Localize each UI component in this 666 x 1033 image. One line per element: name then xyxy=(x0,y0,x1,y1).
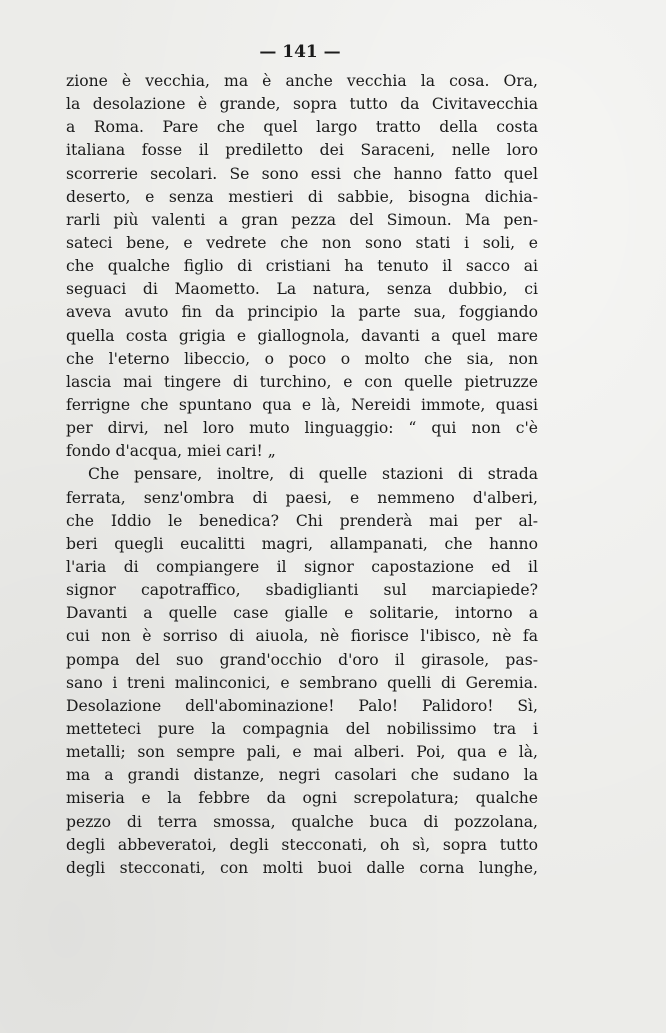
text-line: seguaci di Maometto. La natura, senza dubbio, ci xyxy=(66,280,538,299)
text-line: miseria e la febbre da ogni screpolatura; qualche xyxy=(66,789,538,808)
text-line: che qualche figlio di cristiani ha tenuto il sacco ai xyxy=(66,257,538,276)
text-line: che Iddio le benedica? Chi prenderà mai per al- xyxy=(66,511,538,530)
text-line: zione è vecchia, ma è anche vecchia la cosa. Ora, xyxy=(66,72,538,90)
text-line: ferrigne che spuntano qua e là, Nereidi immote, quasi xyxy=(66,395,538,414)
text-line: Desolazione dell'abominazione! Palo! Palidoro! Sì, xyxy=(66,696,538,715)
text-line: pompa del suo grand'occhio d'oro il girasole, pas- xyxy=(66,650,538,669)
text-line: cui non è sorriso di aiuola, nè fiorisce l'ibisco, nè fa xyxy=(66,627,538,646)
text-line: per dirvi, nel loro muto linguaggio: “ qui non c'è xyxy=(66,419,538,438)
text-line: metteteci pure la compagnia del nobilissimo tra i xyxy=(66,719,538,738)
text-line: sano i treni malinconici, e sembrano quelli di Geremia. xyxy=(66,673,538,692)
text-line: fondo d'acqua, miei cari! „ xyxy=(66,442,276,461)
page-number: — 141 — xyxy=(259,42,341,62)
text-line: sateci bene, e vedrete che non sono stati i soli, e xyxy=(66,233,538,252)
text-line: aveva avuto fin da principio la parte sua, foggiando xyxy=(66,303,538,322)
text-line: signor capotraffico, sbadiglianti sul marciapiede? xyxy=(66,581,538,600)
text-line: metalli; son sempre pali, e mai alberi. Poi, qua e là, xyxy=(66,743,538,762)
text-line: italiana fosse il prediletto dei Saraceni, nelle loro xyxy=(66,141,538,160)
text-line: a Roma. Pare che quel largo tratto della costa xyxy=(66,118,538,137)
text-line: degli abbeveratoi, degli stecconati, oh sì, sopra tutto xyxy=(66,835,538,854)
text-line: Davanti a quelle case gialle e solitarie, intorno a xyxy=(66,604,538,623)
text-line: la desolazione è grande, sopra tutto da Civitavecchia xyxy=(66,95,538,114)
text-line: ferrata, senz'ombra di paesi, e nemmeno d'alberi, xyxy=(66,488,538,507)
text-line: che l'eterno libeccio, o poco o molto che sia, non xyxy=(66,349,538,368)
text-line: rarli più valenti a gran pezza del Simoun. Ma pen- xyxy=(66,210,538,229)
text-line: lascia mai tingere di turchino, e con quelle pietruzze xyxy=(66,372,538,391)
text-line: deserto, e senza mestieri di sabbie, bisogna dichia- xyxy=(66,187,538,206)
text-line: scorrerie secolari. Se sono essi che hanno fatto quel xyxy=(66,164,538,183)
text-line: l'aria di compiangere il signor capostazione ed il xyxy=(66,557,538,576)
text-line: degli stecconati, con molti buoi dalle corna lunghe, xyxy=(66,858,538,877)
text-line: ma a grandi distanze, negri casolari che sudano la xyxy=(66,766,538,785)
paragraph-start-line: Che pensare, inoltre, di quelle stazioni di strada xyxy=(88,465,538,484)
text-line: beri quegli eucalitti magri, allampanati, che hanno xyxy=(66,534,538,553)
text-line: pezzo di terra smossa, qualche buca di pozzolana, xyxy=(66,812,538,831)
body-text xyxy=(66,70,538,880)
text-line: quella costa grigia e giallognola, davanti a quel mare xyxy=(66,326,538,345)
